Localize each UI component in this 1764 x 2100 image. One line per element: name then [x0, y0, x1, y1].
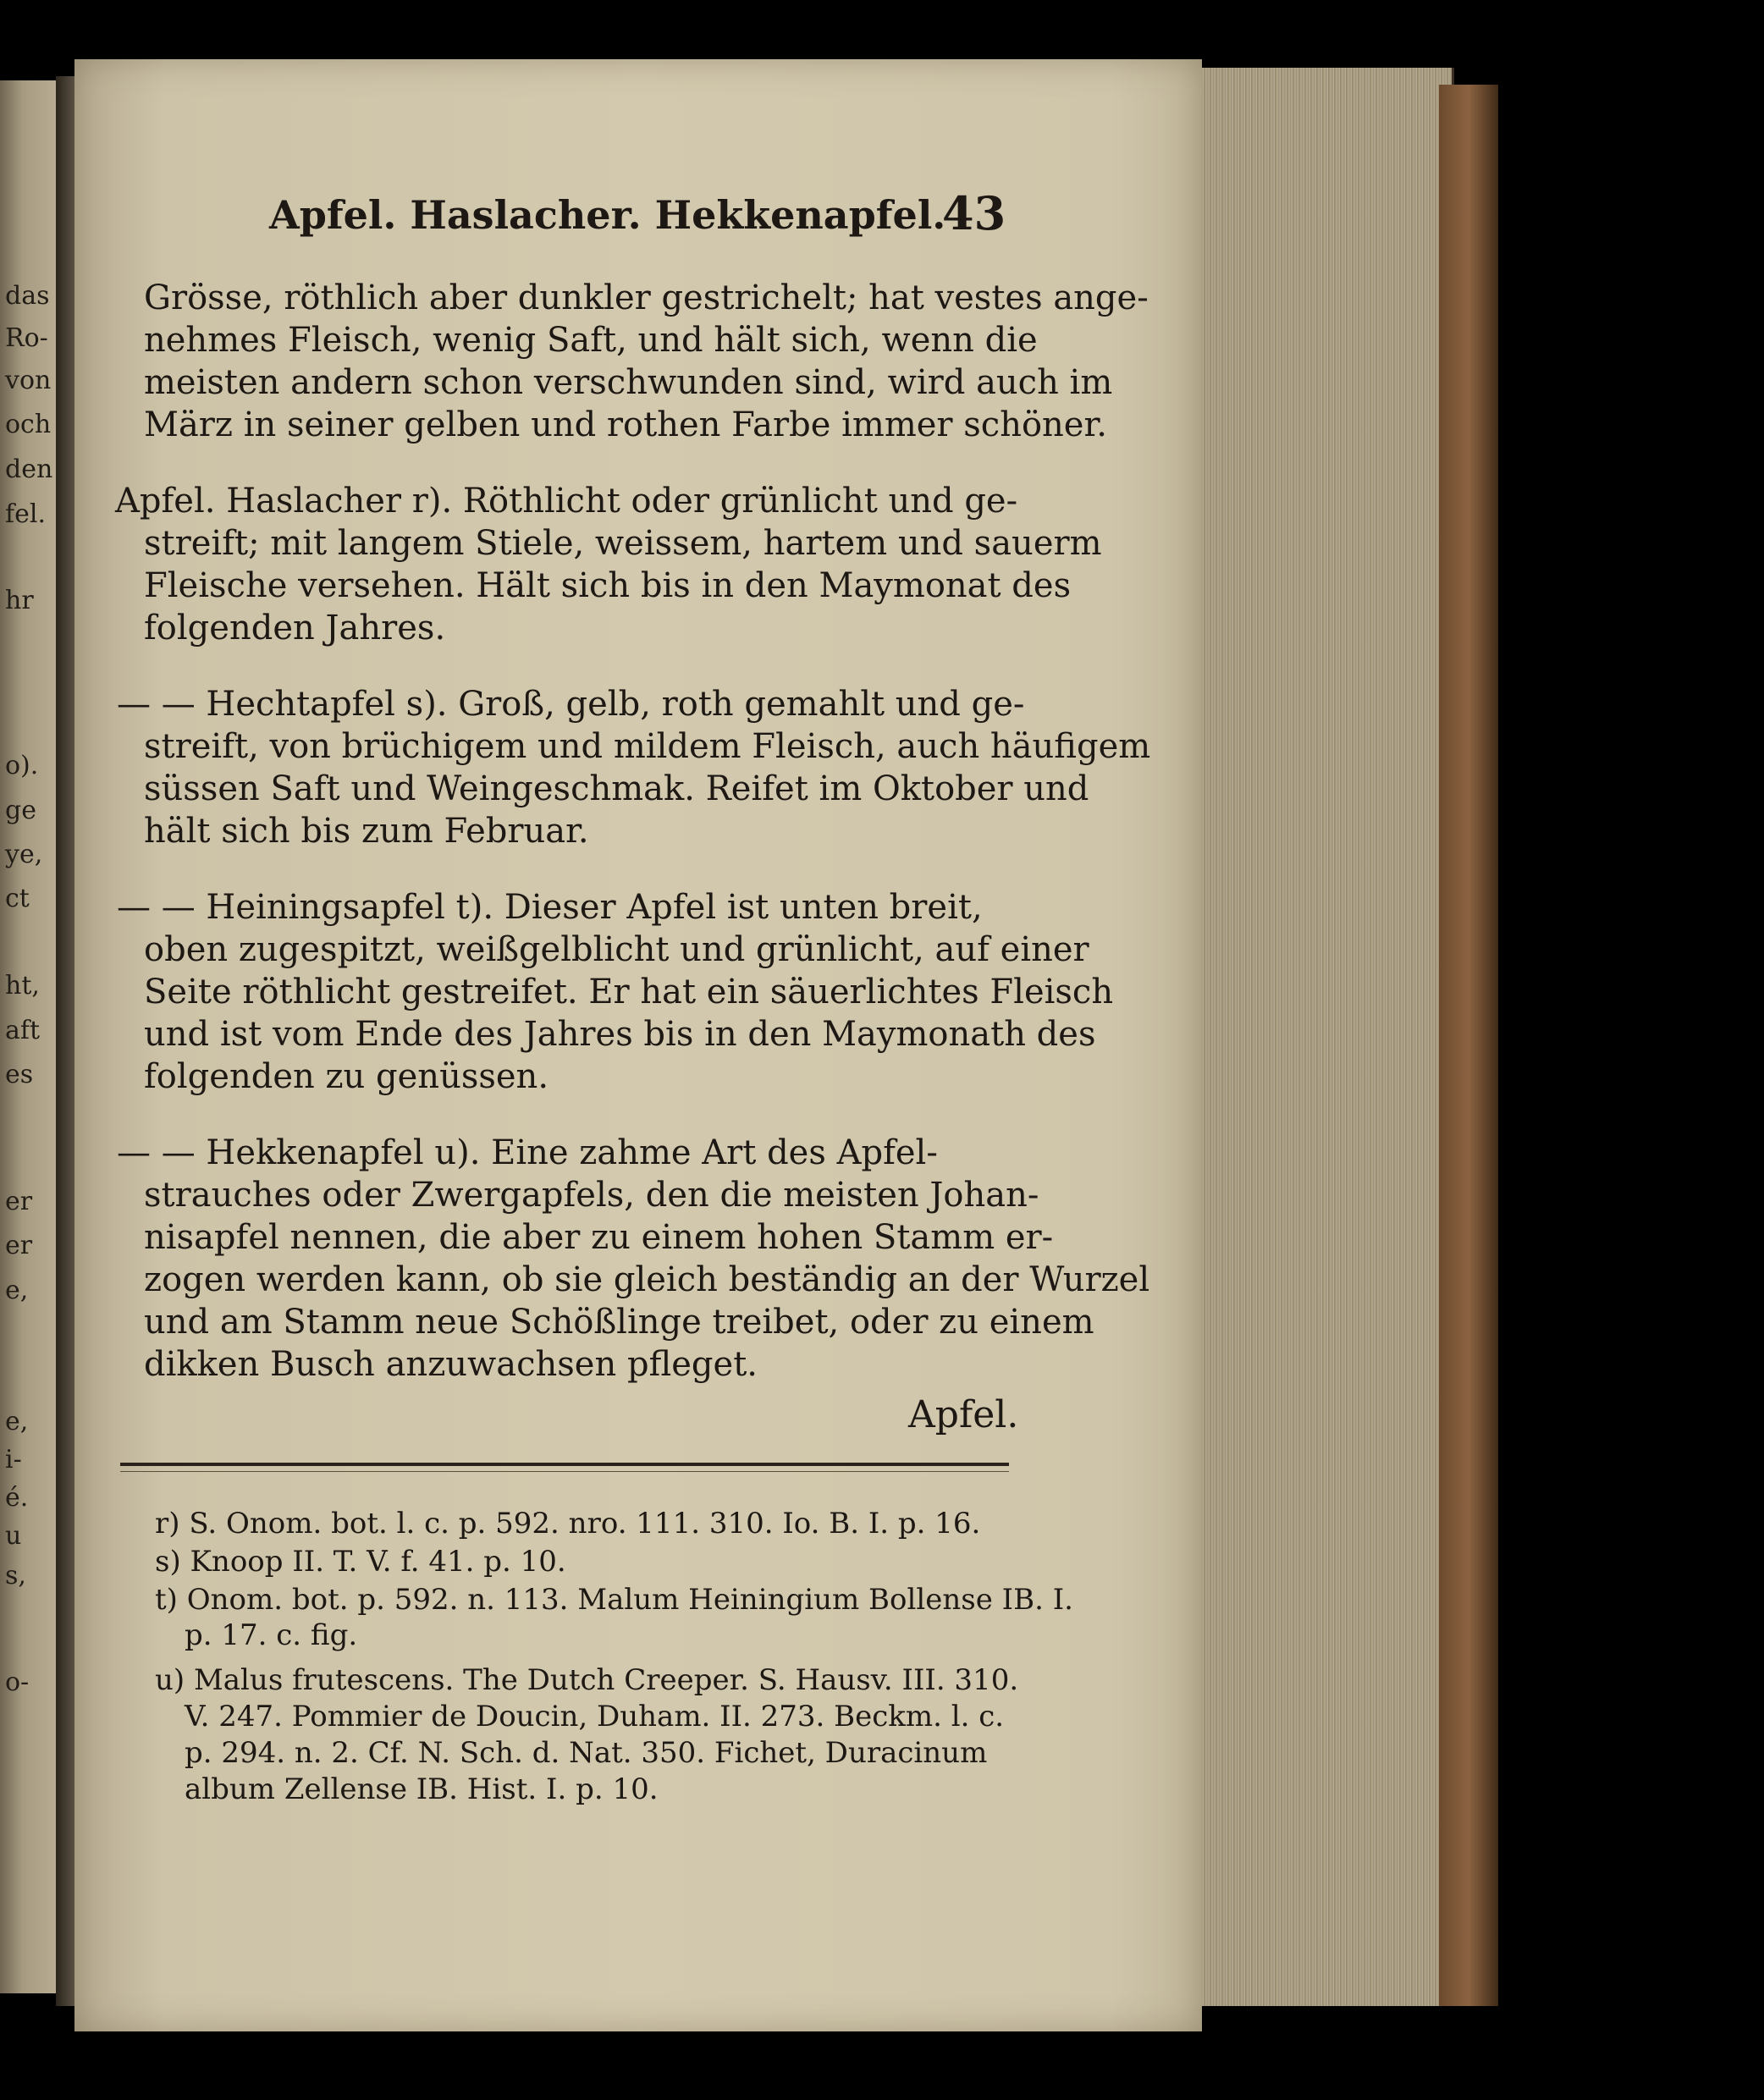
left-fragment: é. [5, 1483, 29, 1513]
running-header: Apfel. Haslacher. Hekkenapfel. [269, 192, 946, 238]
entry-haslacher: Apfel. Haslacher r). Röthlicht oder grünlicht und ge- [115, 482, 1018, 521]
body-line: dikken Busch anzuwachsen pfleget. [144, 1345, 758, 1384]
body-line: strauches oder Zwergapfels, den die meisten Johan- [144, 1176, 1039, 1215]
left-fragment: er [5, 1187, 33, 1216]
footnote-rule [120, 1463, 1009, 1466]
book-cover [1439, 85, 1498, 2006]
body-line: streift, von brüchigem und mildem Fleisch, auch häufigem [144, 727, 1151, 766]
footnote-rule-thin [120, 1471, 1009, 1472]
body-line: Seite röthlicht gestreifet. Er hat ein säuerlichtes Fleisch [144, 973, 1114, 1011]
body-line: meisten andern schon verschwunden sind, wird auch im [144, 363, 1113, 402]
left-fragment: er [5, 1231, 33, 1260]
page-block-edge [1198, 68, 1454, 2006]
left-page [0, 80, 59, 1993]
left-fragment: ye, [5, 840, 43, 869]
left-fragment: fel. [5, 499, 46, 529]
footnote-s: s) Knoop II. T. V. f. 41. p. 10. [155, 1545, 566, 1579]
body-line: folgenden zu genüssen. [144, 1057, 549, 1096]
footnote-t: t) Onom. bot. p. 592. n. 113. Malum Heiningium Bollense IB. I. [155, 1583, 1073, 1617]
body-line: März in seiner gelben und rothen Farbe immer schöner. [144, 405, 1107, 444]
body-line: folgenden Jahres. [144, 609, 446, 648]
left-fragment: e, [5, 1407, 29, 1436]
body-line: nehmes Fleisch, wenig Saft, und hält sich, wenn die [144, 321, 1038, 360]
footnote-line: p. 294. n. 2. Cf. N. Sch. d. Nat. 350. Fichet, Duracinum [185, 1736, 988, 1770]
left-fragment: aft [5, 1016, 41, 1045]
body-line: und am Stamm neue Schößlinge treibet, oder zu einem [144, 1303, 1094, 1342]
body-line: oben zugespitzt, weißgelblicht und grünlicht, auf einer [144, 930, 1089, 969]
body-line: streift; mit langem Stiele, weissem, hartem und sauerm [144, 524, 1102, 563]
left-fragment: den [5, 455, 53, 484]
body-line: Grösse, röthlich aber dunkler gestrichelt; hat vestes ange- [144, 278, 1149, 317]
left-fragment: ge [5, 796, 36, 825]
page-43 [74, 59, 1202, 2031]
body-line: nisapfel nennen, die aber zu einem hohen Stamm er- [144, 1218, 1054, 1257]
entry-hechtapfel: — — Hechtapfel s). Groß, gelb, roth gemahlt und ge- [117, 685, 1025, 724]
left-fragment: es [5, 1060, 34, 1089]
left-fragment: e, [5, 1276, 29, 1305]
entry-hekkenapfel: — — Hekkenapfel u). Eine zahme Art des Apfel- [117, 1133, 938, 1172]
footnote-u: u) Malus frutescens. The Dutch Creeper. S. Hausv. III. 310. [155, 1663, 1019, 1697]
page-number: 43 [942, 186, 1006, 240]
left-fragment: o- [5, 1667, 30, 1697]
left-fragment: Ro- [5, 323, 48, 353]
left-fragment: ct [5, 884, 30, 913]
body-line: Fleische versehen. Hält sich bis in den Maymonat des [144, 566, 1072, 605]
left-fragment: s, [5, 1561, 26, 1590]
body-line: hält sich bis zum Februar. [144, 812, 589, 851]
body-line: süssen Saft und Weingeschmak. Reifet im Oktober und [144, 769, 1089, 808]
catchword: Apfel. [908, 1393, 1019, 1436]
entry-heiningsapfel: — — Heiningsapfel t). Dieser Apfel ist unten breit, [117, 888, 983, 927]
footnote-r: r) S. Onom. bot. l. c. p. 592. nro. 111. 310. Io. B. I. p. 16. [155, 1507, 981, 1541]
left-fragment: o). [5, 751, 39, 780]
footnote-line: p. 17. c. fig. [185, 1618, 358, 1652]
left-fragment: das [5, 281, 50, 311]
body-line: zogen werden kann, ob sie gleich beständig an der Wurzel [144, 1260, 1150, 1299]
left-fragment: och [5, 410, 52, 439]
left-fragment: hr [5, 586, 34, 615]
left-fragment: i- [5, 1445, 22, 1474]
footnote-line: V. 247. Pommier de Doucin, Duham. II. 273. Beckm. l. c. [185, 1700, 1005, 1733]
left-fragment: ht, [5, 971, 40, 1000]
left-fragment: u [5, 1521, 22, 1551]
footnote-line: album Zellense IB. Hist. I. p. 10. [185, 1772, 659, 1806]
left-fragment: von [5, 366, 52, 395]
body-line: und ist vom Ende des Jahres bis in den Maymonath des [144, 1015, 1096, 1054]
